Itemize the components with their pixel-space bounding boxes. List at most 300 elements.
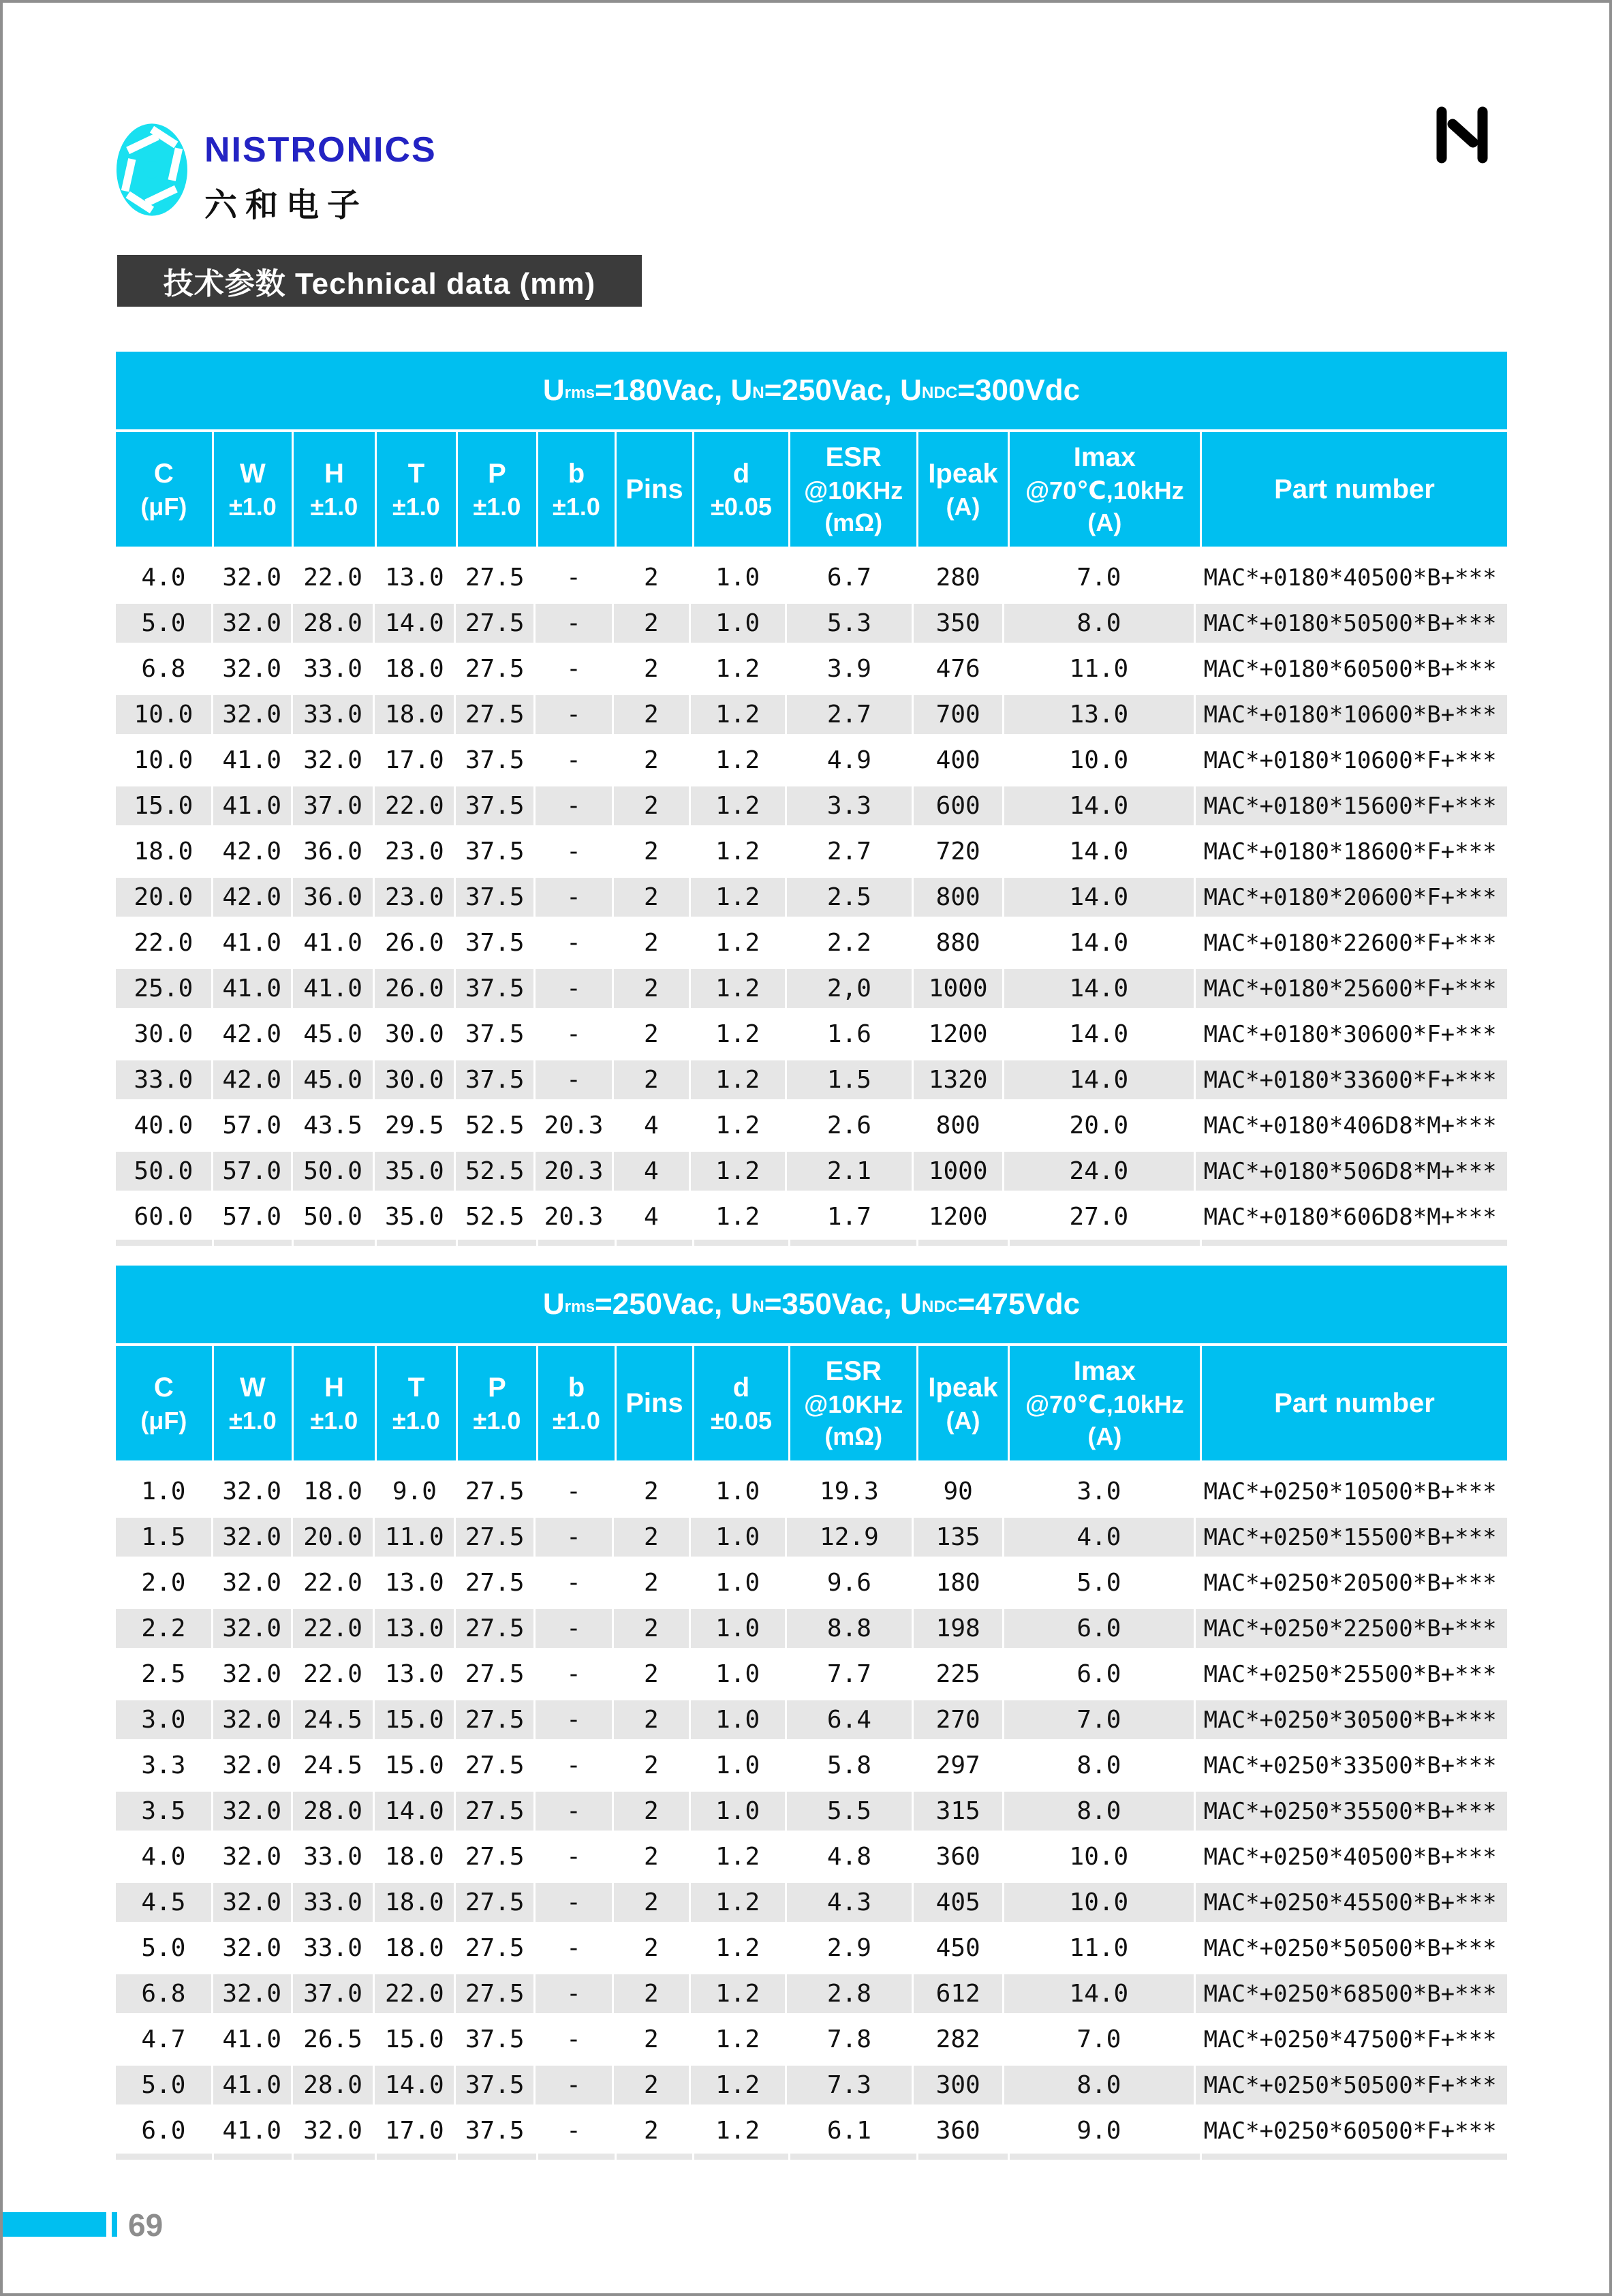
cell-w: 32.0 <box>213 1700 291 1739</box>
cell-p: 27.5 <box>456 1563 533 1602</box>
cell-c-uf: 20.0 <box>116 878 211 917</box>
cell-t: 14.0 <box>375 2066 454 2104</box>
cell-d: 1.2 <box>691 1197 785 1236</box>
cell-d: 1.2 <box>691 1106 785 1145</box>
cell-b: - <box>536 832 612 871</box>
cell-c-uf: 50.0 <box>116 1152 211 1191</box>
cell-b: - <box>536 786 612 825</box>
col-header-line: C <box>153 458 174 489</box>
cell-t: 26.0 <box>375 923 454 962</box>
cell-esr: 2.7 <box>787 695 912 734</box>
cell-part-number: MAC*+0180*25600*F+*** <box>1196 969 1507 1008</box>
table-rows <box>116 555 1507 1246</box>
table-title-text: =350Vac, U <box>764 1287 922 1321</box>
table-row <box>116 1011 1507 1057</box>
cell-c-uf: 6.8 <box>116 649 211 688</box>
cell-h: 50.0 <box>293 1197 373 1236</box>
cell-pins: 2 <box>614 878 689 917</box>
cell-imax: 10.0 <box>1004 1837 1194 1876</box>
cell-t: 18.0 <box>375 1837 454 1876</box>
cell-t: 13.0 <box>375 1609 454 1648</box>
table-row <box>116 2108 1507 2154</box>
cell-d: 1.2 <box>691 1929 785 1968</box>
cell-p: 37.5 <box>456 2066 533 2104</box>
cell-h: 22.0 <box>293 1563 373 1602</box>
cell-part-number: MAC*+0250*50500*F+*** <box>1196 2066 1507 2104</box>
cell-esr: 5.5 <box>787 1792 912 1831</box>
cell-esr: 2.1 <box>787 1152 912 1191</box>
cell-h: 43.5 <box>293 1106 373 1145</box>
cell-w: 32.0 <box>213 695 291 734</box>
cell-d: 1.2 <box>691 649 785 688</box>
cell-ipeak: 600 <box>914 786 1002 825</box>
cell-h: 45.0 <box>293 1060 373 1099</box>
cell-esr: 19.3 <box>787 1472 912 1511</box>
cell-p <box>458 2154 536 2160</box>
cell-b: - <box>536 558 612 597</box>
cell-d: 1.0 <box>691 558 785 597</box>
cell-c-uf: 6.0 <box>116 2111 211 2150</box>
cell-ipeak: 700 <box>914 695 1002 734</box>
cell-t: 17.0 <box>375 741 454 780</box>
table-row <box>116 1148 1507 1194</box>
cell-w: 57.0 <box>213 1106 291 1145</box>
cell-ipeak: 880 <box>914 923 1002 962</box>
cell-w: 32.0 <box>213 1883 291 1922</box>
col-header-line: T <box>407 458 425 489</box>
cell-c-uf: 15.0 <box>116 786 211 825</box>
table-250vac <box>116 1266 1507 2160</box>
col-header-c-uf <box>116 1346 212 1460</box>
cell-ipeak: 135 <box>914 1518 1002 1557</box>
cell-pins: 2 <box>614 1655 689 1694</box>
cell-esr: 5.8 <box>787 1746 912 1785</box>
col-header-line: Pins <box>625 474 683 504</box>
cell-b: - <box>536 1929 612 1968</box>
table-row <box>116 1834 1507 1880</box>
cell-c-uf: 6.8 <box>116 1974 211 2013</box>
cell-pins: 2 <box>614 832 689 871</box>
cell-part-number: MAC*+0180*10600*F+*** <box>1196 741 1507 780</box>
col-header-line: @10KHz <box>804 1390 903 1419</box>
cell-h <box>294 1240 375 1246</box>
cell-esr <box>790 1240 916 1246</box>
col-header-w <box>214 1346 292 1460</box>
cell-c-uf: 4.5 <box>116 1883 211 1922</box>
table-title-text: =300Vdc <box>957 373 1081 407</box>
cell-c-uf: 3.5 <box>116 1792 211 1831</box>
cell-d: 1.2 <box>691 2020 785 2059</box>
cell-d: 1.0 <box>691 1655 785 1694</box>
cell-d: 1.2 <box>691 923 785 962</box>
cell-t: 30.0 <box>375 1015 454 1054</box>
col-header-line: (mΩ) <box>824 508 883 536</box>
cell-c-uf: 30.0 <box>116 1015 211 1054</box>
col-header-line: Part number <box>1274 474 1435 504</box>
cell-esr: 6.4 <box>787 1700 912 1739</box>
cell-w: 32.0 <box>213 558 291 597</box>
col-header-line: ESR <box>825 442 882 473</box>
col-header-line: H <box>324 458 344 489</box>
cell-t: 35.0 <box>375 1152 454 1191</box>
cell-ipeak <box>918 2154 1008 2160</box>
table-title-subscript: rms <box>564 1298 595 1317</box>
cell-imax: 7.0 <box>1004 2020 1194 2059</box>
cell-d: 1.2 <box>691 878 785 917</box>
cell-d: 1.2 <box>691 969 785 1008</box>
table-title <box>116 1266 1507 1343</box>
cell-imax: 10.0 <box>1004 741 1194 780</box>
cell-pins: 2 <box>614 1060 689 1099</box>
cell-t: 22.0 <box>375 786 454 825</box>
cell-c-uf: 5.0 <box>116 2066 211 2104</box>
cell-pins: 4 <box>614 1152 689 1191</box>
cell-p <box>458 1240 536 1246</box>
cell-imax: 14.0 <box>1004 786 1194 825</box>
col-header-line: (μF) <box>140 492 187 521</box>
cell-d: 1.0 <box>691 604 785 643</box>
table-row <box>116 1925 1507 1971</box>
cell-part-number: MAC*+0180*40500*B+*** <box>1196 558 1507 597</box>
table-title-subscript: rms <box>564 384 595 403</box>
cell-b: - <box>536 604 612 643</box>
cell-c-uf: 18.0 <box>116 832 211 871</box>
cell-b: - <box>536 1883 612 1922</box>
col-header-line: Ipeak <box>928 1372 998 1403</box>
cell-h: 24.5 <box>293 1700 373 1739</box>
cell-d: 1.2 <box>691 695 785 734</box>
col-header-b <box>538 1346 615 1460</box>
table-title-subscript: NDC <box>921 1298 958 1317</box>
cell-pins: 2 <box>614 1974 689 2013</box>
table-row <box>116 1103 1507 1148</box>
cell-t: 29.5 <box>375 1106 454 1145</box>
cell-h: 32.0 <box>293 741 373 780</box>
col-header-line: ±1.0 <box>392 492 440 521</box>
cell-w: 32.0 <box>213 1746 291 1785</box>
cell-p: 37.5 <box>456 969 533 1008</box>
cell-p: 27.5 <box>456 1472 533 1511</box>
cell-w: 41.0 <box>213 2066 291 2104</box>
cell-esr: 12.9 <box>787 1518 912 1557</box>
table-title <box>116 352 1507 429</box>
cell-imax: 8.0 <box>1004 1792 1194 1831</box>
cell-p: 27.5 <box>456 558 533 597</box>
cell-imax: 10.0 <box>1004 1883 1194 1922</box>
table-row <box>116 1971 1507 2017</box>
cell-ipeak: 270 <box>914 1700 1002 1739</box>
cell-c-uf: 10.0 <box>116 695 211 734</box>
cell-ipeak: 1200 <box>914 1197 1002 1236</box>
cell-pins: 2 <box>614 786 689 825</box>
col-header-line: (A) <box>1087 508 1122 536</box>
col-header-line: b <box>568 458 585 489</box>
cell-imax: 6.0 <box>1004 1655 1194 1694</box>
cell-ipeak: 280 <box>914 558 1002 597</box>
cell-imax: 27.0 <box>1004 1197 1194 1236</box>
cell-w: 32.0 <box>213 1655 291 1694</box>
cell-pins: 2 <box>614 1563 689 1602</box>
cell-esr: 1.6 <box>787 1015 912 1054</box>
cell-c-uf: 40.0 <box>116 1106 211 1145</box>
cell-t: 9.0 <box>375 1472 454 1511</box>
cell-pins: 2 <box>614 1700 689 1739</box>
cell-ipeak: 360 <box>914 1837 1002 1876</box>
cell-t: 18.0 <box>375 649 454 688</box>
cell-imax: 13.0 <box>1004 695 1194 734</box>
cell-ipeak: 450 <box>914 1929 1002 1968</box>
cell-w: 32.0 <box>213 1609 291 1648</box>
col-header-line: T <box>407 1372 425 1403</box>
cell-ipeak: 300 <box>914 2066 1002 2104</box>
cell-t: 18.0 <box>375 1929 454 1968</box>
cell-h: 28.0 <box>293 1792 373 1831</box>
table-title-subscript: NDC <box>921 384 958 403</box>
col-header-line: (mΩ) <box>824 1422 883 1450</box>
cell-b <box>538 2154 615 2160</box>
cell-h: 22.0 <box>293 1609 373 1648</box>
cell-ipeak: 350 <box>914 604 1002 643</box>
cell-h: 22.0 <box>293 558 373 597</box>
cell-imax: 4.0 <box>1004 1518 1194 1557</box>
cell-t: 30.0 <box>375 1060 454 1099</box>
cell-b: - <box>536 1609 612 1648</box>
cell-part-number: MAC*+0250*10500*B+*** <box>1196 1472 1507 1511</box>
cell-pins: 2 <box>614 969 689 1008</box>
cell-ipeak: 297 <box>914 1746 1002 1785</box>
col-header-p <box>458 432 536 547</box>
cell-t: 15.0 <box>375 1746 454 1785</box>
cell-h: 24.5 <box>293 1746 373 1785</box>
cell-h: 37.0 <box>293 1974 373 2013</box>
cell-d: 1.2 <box>691 1883 785 1922</box>
cell-t: 22.0 <box>375 1974 454 2013</box>
cell-part-number: MAC*+0180*22600*F+*** <box>1196 923 1507 962</box>
table-title-text: =180Vac, U <box>595 373 753 407</box>
cell-p: 37.5 <box>456 923 533 962</box>
cell-t: 15.0 <box>375 1700 454 1739</box>
cell-pins: 2 <box>614 2020 689 2059</box>
cell-ipeak <box>918 1240 1008 1246</box>
cell-b: - <box>536 1518 612 1557</box>
section-title-bar <box>117 255 642 307</box>
cell-ipeak: 1320 <box>914 1060 1002 1099</box>
cell-pins: 2 <box>614 1518 689 1557</box>
cell-d: 1.0 <box>691 1792 785 1831</box>
table-row <box>116 1057 1507 1103</box>
table-row <box>116 1194 1507 1240</box>
cell-w: 41.0 <box>213 969 291 1008</box>
cell-ipeak: 720 <box>914 832 1002 871</box>
cell-imax: 14.0 <box>1004 969 1194 1008</box>
cell-ipeak: 400 <box>914 741 1002 780</box>
col-header-imax <box>1010 1346 1200 1460</box>
cell-w: 32.0 <box>213 1837 291 1876</box>
cell-c-uf: 10.0 <box>116 741 211 780</box>
cell-pins: 2 <box>614 1472 689 1511</box>
cell-part-number: MAC*+0250*60500*F+*** <box>1196 2111 1507 2150</box>
cell-b: - <box>536 1792 612 1831</box>
cell-b: - <box>536 1746 612 1785</box>
cell-c-uf: 5.0 <box>116 604 211 643</box>
table-header-row <box>116 432 1507 547</box>
cell-p: 27.5 <box>456 1518 533 1557</box>
cell-d: 1.2 <box>691 1060 785 1099</box>
cell-pins: 4 <box>614 1197 689 1236</box>
table-row <box>116 1560 1507 1606</box>
cell-b: 20.3 <box>536 1106 612 1145</box>
cell-esr: 6.1 <box>787 2111 912 2150</box>
cell-d: 1.0 <box>691 1563 785 1602</box>
cell-imax: 14.0 <box>1004 1060 1194 1099</box>
cell-part-number: MAC*+0180*30600*F+*** <box>1196 1015 1507 1054</box>
cell-pins: 2 <box>614 2111 689 2150</box>
col-header-line: W <box>240 1372 266 1403</box>
cell-imax: 14.0 <box>1004 923 1194 962</box>
cell-h: 28.0 <box>293 2066 373 2104</box>
cell-p: 27.5 <box>456 649 533 688</box>
cell-esr: 6.7 <box>787 558 912 597</box>
cell-w <box>214 1240 292 1246</box>
cell-part-number: MAC*+0250*22500*B+*** <box>1196 1609 1507 1648</box>
table-row <box>116 737 1507 783</box>
brand-name: NISTRONICS <box>204 130 437 170</box>
cell-b: - <box>536 878 612 917</box>
cell-d <box>694 2154 789 2160</box>
cell-h: 28.0 <box>293 604 373 643</box>
col-header-p <box>458 1346 536 1460</box>
cell-c-uf <box>116 1240 212 1246</box>
table-row <box>116 1880 1507 1925</box>
cell-b: - <box>536 2020 612 2059</box>
cell-part-number: MAC*+0180*15600*F+*** <box>1196 786 1507 825</box>
cell-ipeak: 282 <box>914 2020 1002 2059</box>
cell-w: 32.0 <box>213 1518 291 1557</box>
cell-c-uf: 4.0 <box>116 1837 211 1876</box>
table-row <box>116 2062 1507 2108</box>
col-header-line: ±1.0 <box>553 1406 600 1435</box>
cell-p: 37.5 <box>456 2020 533 2059</box>
cell-p: 37.5 <box>456 878 533 917</box>
table-row <box>116 692 1507 737</box>
col-header-line: Ipeak <box>928 458 998 489</box>
col-header-line: Part number <box>1274 1388 1435 1418</box>
cell-c-uf: 3.3 <box>116 1746 211 1785</box>
cell-imax: 14.0 <box>1004 878 1194 917</box>
cell-b <box>538 1240 615 1246</box>
cell-part-number <box>1202 2154 1507 2160</box>
cell-d: 1.0 <box>691 1609 785 1648</box>
cell-c-uf: 2.0 <box>116 1563 211 1602</box>
brand-name-chinese: 六和电子 <box>204 187 369 224</box>
cell-h: 18.0 <box>293 1472 373 1511</box>
cell-h: 33.0 <box>293 695 373 734</box>
cell-p: 27.5 <box>456 1746 533 1785</box>
cell-esr: 2.5 <box>787 878 912 917</box>
cell-w: 41.0 <box>213 786 291 825</box>
col-header-line: @10KHz <box>804 476 903 505</box>
cell-imax: 11.0 <box>1004 649 1194 688</box>
table-row <box>116 1651 1507 1697</box>
cell-ipeak: 1000 <box>914 969 1002 1008</box>
cell-w: 32.0 <box>213 1563 291 1602</box>
col-header-line: Imax <box>1073 442 1136 473</box>
cell-b: - <box>536 1700 612 1739</box>
cell-c-uf: 4.0 <box>116 558 211 597</box>
col-header-line: ±1.0 <box>228 1406 277 1435</box>
cell-w: 41.0 <box>213 741 291 780</box>
col-header-line: ±1.0 <box>228 492 277 521</box>
col-header-esr <box>790 1346 916 1460</box>
col-header-d <box>694 1346 789 1460</box>
cell-p: 37.5 <box>456 2111 533 2150</box>
col-header-line: (A) <box>946 492 980 521</box>
cell-pins: 2 <box>614 1837 689 1876</box>
cell-d: 1.2 <box>691 786 785 825</box>
cell-d: 1.2 <box>691 1837 785 1876</box>
aperture-logo-icon <box>117 123 187 216</box>
cell-imax: 8.0 <box>1004 2066 1194 2104</box>
cell-part-number: MAC*+0180*506D8*M+*** <box>1196 1152 1507 1191</box>
cell-esr: 2,0 <box>787 969 912 1008</box>
cell-h: 33.0 <box>293 649 373 688</box>
cell-part-number: MAC*+0180*50500*B+*** <box>1196 604 1507 643</box>
col-header-pins <box>617 432 692 547</box>
cell-esr: 9.6 <box>787 1563 912 1602</box>
cell-d: 1.0 <box>691 1518 785 1557</box>
cell-ipeak: 360 <box>914 2111 1002 2150</box>
table-180vac <box>116 352 1507 1246</box>
table-row-partial <box>116 1240 1507 1246</box>
cell-b: - <box>536 741 612 780</box>
cell-b: - <box>536 2066 612 2104</box>
cell-p: 27.5 <box>456 1974 533 2013</box>
cell-part-number: MAC*+0250*40500*B+*** <box>1196 1837 1507 1876</box>
cell-p: 27.5 <box>456 1883 533 1922</box>
cell-part-number: MAC*+0180*406D8*M+*** <box>1196 1106 1507 1145</box>
cell-part-number: MAC*+0180*20600*F+*** <box>1196 878 1507 917</box>
cell-c-uf: 2.2 <box>116 1609 211 1648</box>
cell-c-uf: 1.0 <box>116 1472 211 1511</box>
col-header-ipeak <box>918 432 1008 547</box>
col-header-line: d <box>732 1372 750 1403</box>
cell-esr: 8.8 <box>787 1609 912 1648</box>
cell-c-uf: 60.0 <box>116 1197 211 1236</box>
table-row-partial <box>116 2154 1507 2160</box>
cell-t: 23.0 <box>375 878 454 917</box>
table-rows <box>116 1469 1507 2160</box>
cell-b: - <box>536 1837 612 1876</box>
cell-ipeak: 800 <box>914 878 1002 917</box>
col-header-line: b <box>568 1372 585 1403</box>
col-header-line: (A) <box>1087 1422 1122 1450</box>
cell-part-number: MAC*+0250*68500*B+*** <box>1196 1974 1507 2013</box>
cell-d: 1.2 <box>691 2111 785 2150</box>
cell-b: - <box>536 1655 612 1694</box>
cell-d: 1.0 <box>691 1746 785 1785</box>
cell-ipeak: 225 <box>914 1655 1002 1694</box>
cell-imax <box>1010 2154 1200 2160</box>
table-row <box>116 1606 1507 1651</box>
table-row <box>116 874 1507 920</box>
table-row <box>116 2017 1507 2062</box>
cell-p: 52.5 <box>456 1152 533 1191</box>
cell-w: 32.0 <box>213 604 291 643</box>
table-row <box>116 1788 1507 1834</box>
cell-t: 23.0 <box>375 832 454 871</box>
cell-esr: 4.8 <box>787 1837 912 1876</box>
cell-t: 26.0 <box>375 969 454 1008</box>
